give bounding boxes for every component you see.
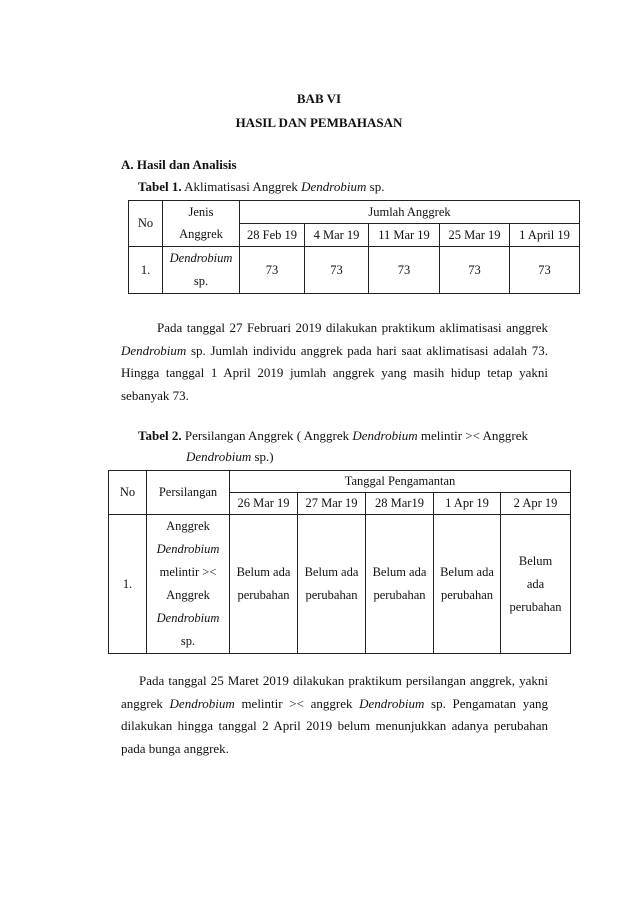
t1-value: 73 [240,247,305,294]
t1-row-species [163,247,240,294]
t1-value: 73 [510,247,580,294]
t2-date: 26 Mar 19 [230,493,298,515]
t2-obs-line: perubahan [373,588,426,602]
table2-caption-line2 [186,449,274,465]
section-heading: A. Hasil dan Analisis [121,157,237,172]
paragraph-1 [121,317,548,407]
t2-obs-line: Belum [518,553,553,568]
t2-obs-line: Belum ada [236,565,291,579]
t2-cross-cell [147,515,230,654]
t2-cross-line: Anggrek [166,588,210,602]
t2-obs-cell [366,515,434,654]
acclimatization-table [128,200,580,294]
p2-text2: melintir >< anggrek [234,695,360,711]
t1-header-no: No [129,201,163,247]
t2-date: 1 Apr 19 [434,493,501,515]
table1-caption-italic: Dendrobium [301,179,367,194]
table1-caption-text: Aklimatisasi Anggrek [184,179,298,194]
t2-cross-line: Anggrek [166,519,210,533]
t2-obs-line: Belum ada [304,565,359,579]
table1-caption [138,179,384,195]
t2-obs-line: perubahan [237,588,290,602]
t2-obs-line: Belum ada [440,565,494,579]
t2-obs-line: Belum ada [372,565,427,579]
t2-cross-line: sp. [180,634,196,648]
t1-header-jenis: Jenis [163,201,240,224]
chapter-title: HASIL DAN PEMBAHASAN [235,115,403,130]
t2-obs-line: perubahan [440,588,494,602]
t2-cross-line: Dendrobium [156,611,220,625]
p1-italic: Dendrobium [121,342,187,358]
t1-date: 25 Mar 19 [440,224,510,247]
t2-header-no: No [109,471,147,515]
t2-obs-line: perubahan [509,599,562,614]
table2-caption-text: Persilangan Anggrek ( Anggrek [184,428,350,443]
t2-date: 28 Mar19 [366,493,434,515]
paragraph-2 [121,670,548,760]
t1-value: 73 [305,247,369,294]
t2-cross-line: melintir >< [159,565,217,579]
t1-date: 28 Feb 19 [240,224,305,247]
p2-text3: sp. Pengamatan yang dilakukan hingga tanggal 2 April 2019 belum menunjukkan adanya perubahan pada bunga anggrek. [121,695,548,756]
table2-caption [138,428,528,444]
p2-italic2: Dendrobium [359,695,425,711]
table1-caption-end: sp. [369,179,385,194]
t2-date: 2 Apr 19 [501,493,571,515]
t2-header-tanggal: Tanggal Pengamantan [230,471,571,493]
t2-date: 27 Mar 19 [298,493,366,515]
t2-obs-cell-last [501,515,571,654]
table1-caption-label: Tabel 1. [138,179,182,194]
t2-obs-line: ada [526,576,545,591]
table2-caption-line2-italic: Dendrobium [186,449,252,464]
t1-row-no: 1. [129,247,163,294]
table2-caption-italic: Dendrobium [352,428,418,443]
t1-species-sp: sp. [193,274,209,288]
t2-cross-line: Dendrobium [156,542,220,556]
crossing-table [108,470,571,654]
t2-row-no: 1. [109,515,147,654]
t1-header-jumlah: Jumlah Anggrek [240,201,580,224]
chapter-number: BAB VI [296,91,342,106]
t2-obs-cell [434,515,501,654]
t1-date: 1 April 19 [510,224,580,247]
table2-caption-end: melintir >< Anggrek [420,428,528,443]
t2-obs-line: perubahan [305,588,358,602]
p1-text1: Pada tanggal 27 Februari 2019 dilakukan praktikum aklimatisasi anggrek [157,320,548,335]
t2-header-persilangan: Persilangan [147,471,230,515]
table2-caption-label: Tabel 2. [138,428,182,443]
t2-obs-cell [298,515,366,654]
t1-date: 11 Mar 19 [369,224,440,247]
t1-species-genus: Dendrobium [169,251,233,265]
p2-text1: Pada tanggal 25 Maret 2019 dilakukan praktikum persilangan anggrek, yakni anggrek [121,673,548,711]
p2-italic1: Dendrobium [169,695,235,711]
t2-obs-cell [230,515,298,654]
t1-value: 73 [440,247,510,294]
t1-value: 73 [369,247,440,294]
t1-date: 4 Mar 19 [305,224,369,247]
t1-header-anggrek: Anggrek [163,224,240,247]
p1-text2: sp. Jumlah individu anggrek pada hari saat aklimatisasi adalah 73. Hingga tanggal 1 April 2019 jumlah anggrek yang masih hidup tetap yakni sebanyak 73. [121,342,548,403]
table2-caption-line2-end: sp.) [254,449,274,464]
